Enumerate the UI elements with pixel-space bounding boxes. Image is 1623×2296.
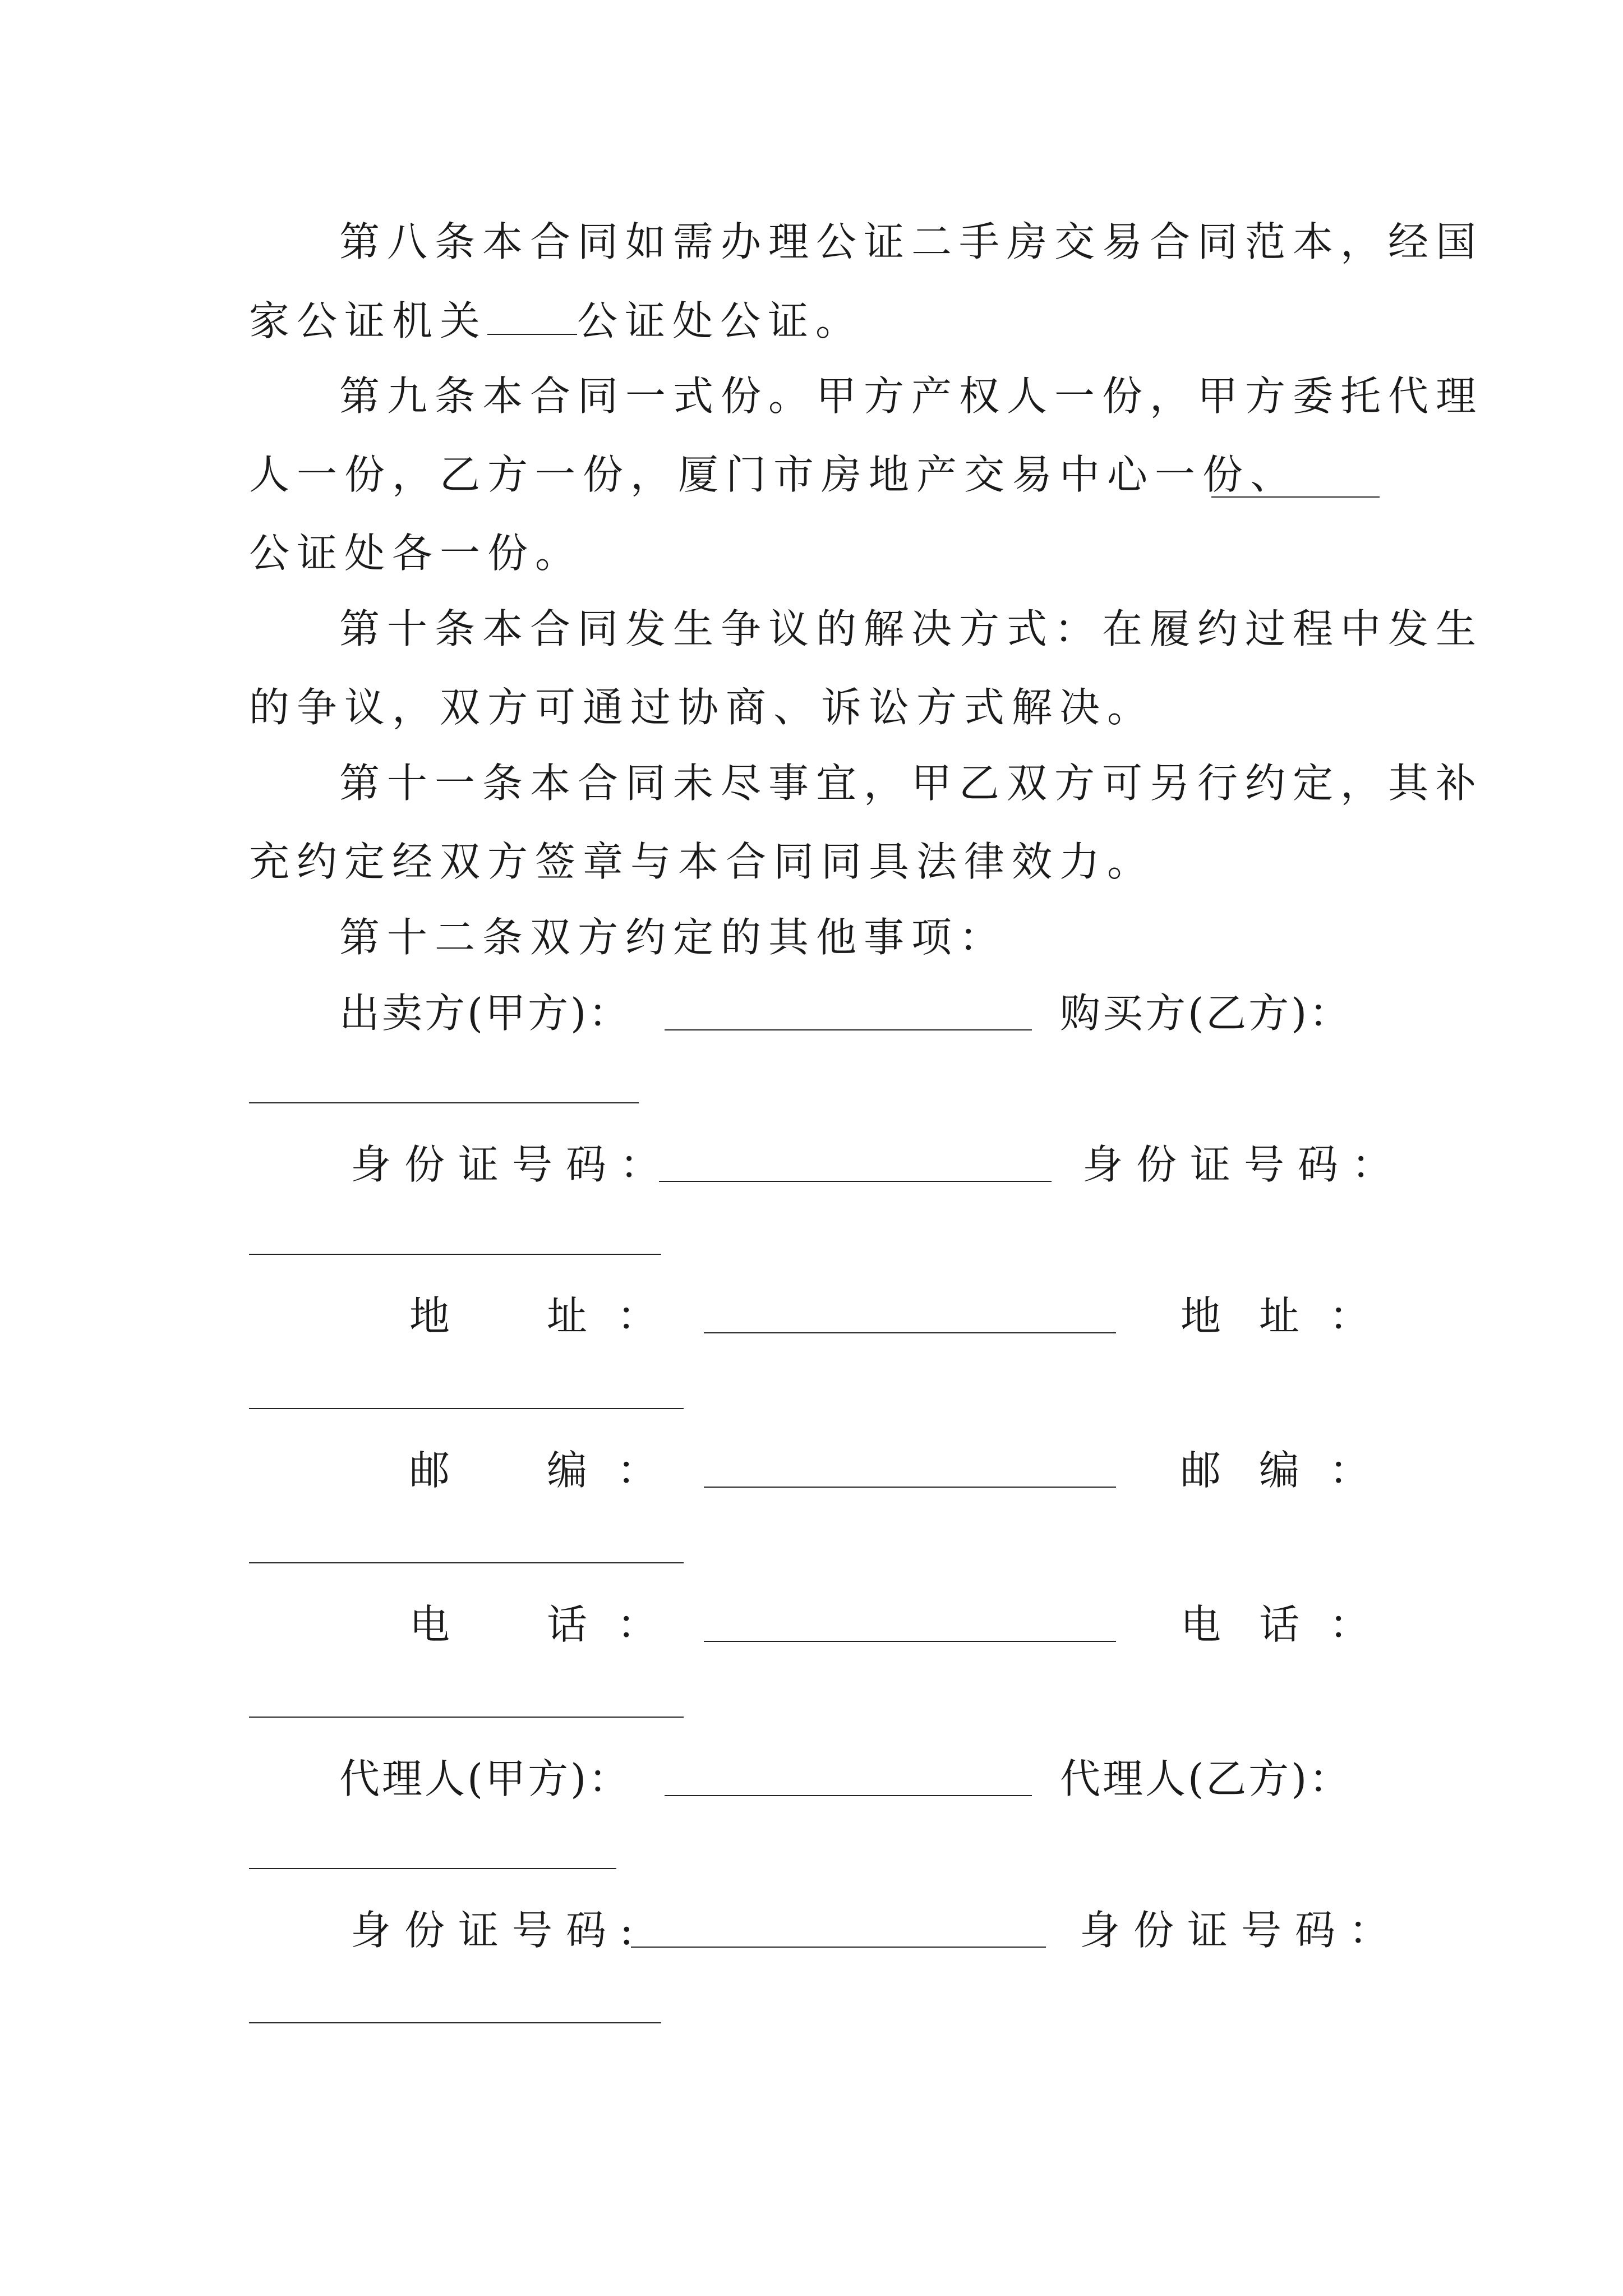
buyer-agent-id-field[interactable] xyxy=(249,2022,661,2023)
seller-field[interactable] xyxy=(665,1029,1032,1030)
seller-phone-label-2: 话 xyxy=(547,1601,588,1648)
seller-postcode-label-2: 编 xyxy=(547,1447,588,1494)
article-8-line-2 xyxy=(249,297,864,344)
seller-address-label-1: 地 xyxy=(409,1292,450,1340)
seller-agent-label: 代理人(甲方)： xyxy=(339,1755,631,1802)
article-9-line-2: 人一份，乙方一份，厦门市房地产交易中心一份、 xyxy=(249,451,1298,498)
buyer-field[interactable] xyxy=(249,1102,639,1103)
buyer-postcode-label-1: 邮 xyxy=(1181,1447,1221,1494)
seller-postcode-field[interactable] xyxy=(704,1487,1116,1488)
buyer-address-label-1: 地 xyxy=(1181,1292,1221,1340)
seller-agent-id-field[interactable] xyxy=(631,1947,1046,1948)
seller-id-field[interactable] xyxy=(659,1181,1052,1182)
buyer-id-label: 身份证号码： xyxy=(1082,1141,1406,1188)
notary-office-blank-2[interactable] xyxy=(1211,496,1380,498)
seller-agent-field[interactable] xyxy=(665,1795,1032,1796)
buyer-address-field[interactable] xyxy=(249,1408,684,1409)
seller-phone-colon: ： xyxy=(617,1601,658,1648)
buyer-agent-label: 代理人(乙方)： xyxy=(1060,1755,1352,1802)
seller-label: 出卖方(甲方)： xyxy=(339,990,631,1037)
buyer-postcode-field[interactable] xyxy=(249,1562,684,1563)
article-10-line-1: 第十条本合同发生争议的解决方式：在履约过程中发生 xyxy=(339,605,1484,652)
article-9-line-1: 第九条本合同一式份。甲方产权人一份，甲方委托代理 xyxy=(339,372,1484,420)
seller-address-colon: ： xyxy=(617,1292,658,1340)
buyer-label: 购买方(乙方)： xyxy=(1060,990,1352,1037)
buyer-postcode-label-2: 编 xyxy=(1259,1447,1300,1494)
buyer-phone-colon: ： xyxy=(1329,1601,1370,1648)
buyer-phone-field[interactable] xyxy=(249,1717,684,1718)
buyer-address-label-2: 址 xyxy=(1259,1292,1300,1340)
article-11-line-1: 第十一条本合同未尽事宜，甲乙双方可另行约定，其补 xyxy=(339,760,1484,807)
seller-postcode-colon: ： xyxy=(617,1447,658,1494)
buyer-phone-label-2: 话 xyxy=(1259,1601,1300,1648)
buyer-agent-field[interactable] xyxy=(249,1868,616,1869)
seller-id-label: 身份证号码： xyxy=(351,1141,674,1188)
seller-address-field[interactable] xyxy=(704,1332,1116,1333)
article-9-line-3: 公证处各一份。 xyxy=(249,530,583,577)
seller-address-label-2: 址 xyxy=(547,1292,588,1340)
seller-phone-label-1: 电 xyxy=(409,1601,450,1648)
article-8-text-pre: 家公证机关 xyxy=(249,297,488,344)
article-12: 第十二条双方约定的其他事项： xyxy=(339,914,1007,961)
seller-postcode-label-1: 邮 xyxy=(409,1447,450,1494)
article-8-line-1: 第八条本合同如需办理公证二手房交易合同范本，经国 xyxy=(339,218,1484,265)
buyer-id-field[interactable] xyxy=(249,1254,661,1255)
seller-agent-id-label: 身份证号码: xyxy=(351,1907,647,1954)
buyer-postcode-colon: ： xyxy=(1329,1447,1370,1494)
buyer-address-colon: ： xyxy=(1329,1292,1370,1340)
notary-office-blank[interactable] xyxy=(487,300,577,335)
article-11-line-2: 充约定经双方签章与本合同同具法律效力。 xyxy=(249,838,1155,885)
seller-phone-field[interactable] xyxy=(704,1641,1116,1642)
buyer-phone-label-1: 电 xyxy=(1181,1601,1221,1648)
article-8-text-post: 公证处公证。 xyxy=(577,297,864,344)
buyer-agent-id-label: 身份证号码： xyxy=(1080,1907,1403,1954)
article-10-line-2: 的争议，双方可通过协商、诉讼方式解决。 xyxy=(249,684,1155,731)
